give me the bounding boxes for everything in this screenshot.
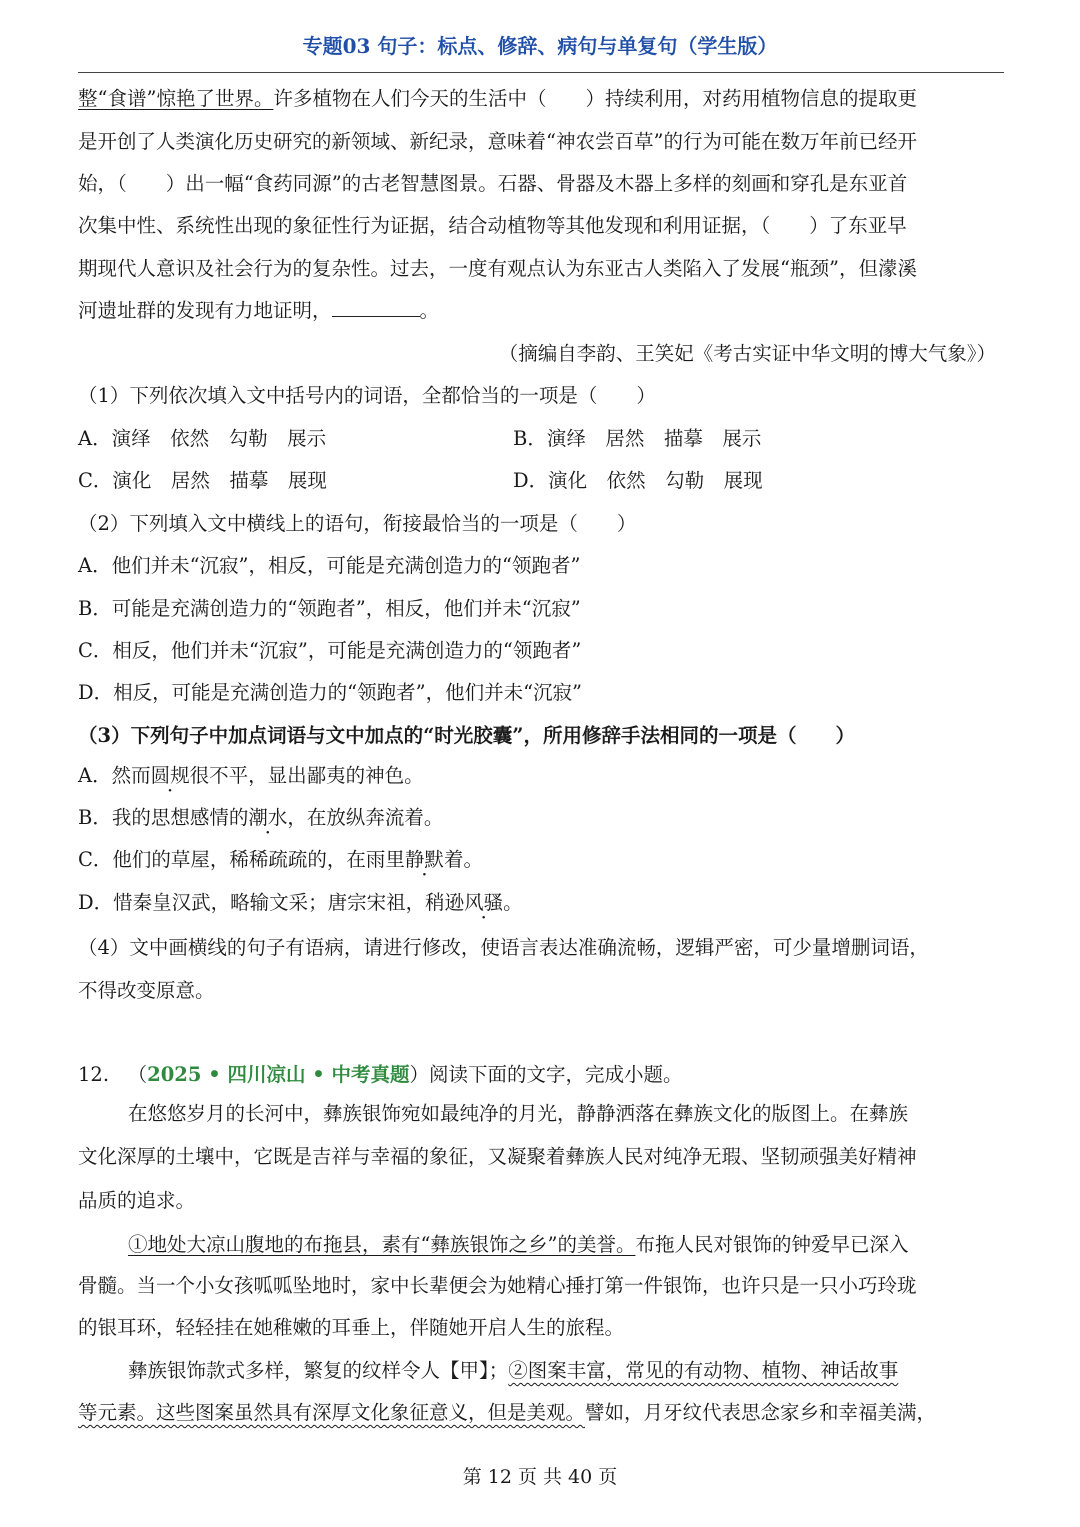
question-number: 12. (78, 1063, 110, 1086)
passage1-line-4: 次集中性、系统性出现的象征性行为证据，结合动植物等其他发现和利用证据，（ ）了东亚早 (78, 214, 907, 237)
q2-option-b: B．可能是充满创造力的“领跑者”，相反，他们并未“沉寂” (78, 597, 581, 620)
passage1-line-2: 是开创了人类演化历史研究的新领域、新纪录，意味着“神农尝百草”的行为可能在数万年前已经开 (78, 130, 917, 153)
q12-p2-line-2: 骨髓。当一个小女孩呱呱坠地时，家中长辈便会为她精心捶打第一件银饰，也许只是一只小巧玲珑 (78, 1274, 917, 1297)
q2-stem: （2）下列填入文中横线上的语句，衔接最恰当的一项是（ ） (78, 512, 637, 535)
q12-p2-line-1: ①地处大凉山腹地的布拖县，素有“彝族银饰之乡”的美誉。布拖人民对银饰的钟爱早已深入 (128, 1233, 909, 1256)
passage1-line-5: 期现代人意识及社会行为的复杂性。过去，一度有观点认为东亚古人类陷入了发展“瓶颈”，但濛溪 (78, 257, 917, 280)
q3-option-d: D．惜秦皇汉武，略输文采；唐宗宋祖，稍逊风骚。 (78, 891, 523, 914)
q12-p1-line-2: 文化深厚的土壤中，它既是吉祥与幸福的象征，又凝聚着彝族人民对纯净无瑕、坚韧顽强美好精神 (78, 1145, 917, 1168)
passage1-line-1: 整“食谱”惊艳了世界。许多植物在人们今天的生活中（ ）持续利用，对药用植物信息的提取更 (78, 87, 917, 110)
q12-p1-line-1: 在悠悠岁月的长河中，彝族银饰宛如最纯净的月光，静静洒落在彝族文化的版图上。在彝族 (128, 1102, 909, 1125)
q1-option-b: B．演绎 居然 描摹 展示 (513, 427, 762, 450)
q1-option-c: C．演化 居然 描摹 展现 (78, 469, 327, 492)
q12-p2-line-3: 的银耳环，轻轻挂在她稚嫩的耳垂上，伴随她开启人生的旅程。 (78, 1316, 625, 1339)
q2-option-c: C．相反，他们并未“沉寂”，可能是充满创造力的“领跑者” (78, 639, 582, 662)
q1-stem: （1）下列依次填入文中括号内的词语，全都恰当的一项是（ ） (78, 384, 656, 407)
dotted-word: 风骚 (464, 891, 504, 914)
passage1-line-3: 始，（ ）出一幅“食药同源”的古老智慧图景。石器、骨器及木器上多样的刻画和穿孔是东亚首 (78, 172, 908, 195)
exam-source-tag: 2025 • 四川凉山 • 中考真题 (147, 1063, 410, 1086)
q12-heading: 12. （2025 • 四川凉山 • 中考真题）阅读下面的文字，完成小题。 (78, 1063, 683, 1086)
underlined-sentence: 整“食谱”惊艳了世界。 (78, 87, 274, 110)
dotted-word: 静默 (404, 848, 444, 871)
page-number: 第 12 页 共 40 页 (462, 1466, 618, 1488)
header-divider (78, 72, 1004, 73)
q4-stem-line-1: （4）文中画横线的句子有语病，请进行修改，使语言表达准确流畅，逻辑严密，可少量增删词语， (78, 936, 929, 959)
q1-option-a: A．演绎 依然 勾勒 展示 (78, 427, 327, 450)
passage1-source: （摘编自李韵、王笑妃《考古实证中华文明的博大气象》） (498, 342, 996, 365)
wavy-underlined-sentence: 等元素。这些图案虽然具有深厚文化象征意义，但是美观。 (78, 1401, 586, 1424)
page-header-title: 专题03 句子：标点、修辞、病句与单复句（学生版） (302, 34, 778, 58)
q3-option-b: B．我的思想感情的潮水，在放纵奔流着。 (78, 806, 444, 829)
fill-in-blank (332, 298, 420, 317)
q12-p1-line-3: 品质的追求。 (78, 1189, 196, 1212)
q3-option-c: C．他们的草屋，稀稀疏疏的，在雨里静默着。 (78, 848, 483, 871)
q3-stem: （3）下列句子中加点词语与文中加点的“时光胶囊”，所用修辞手法相同的一项是（ ） (78, 724, 856, 747)
dotted-word: 潮水 (248, 806, 288, 829)
underlined-sentence: ①地处大凉山腹地的布拖县，素有“彝族银饰之乡”的美誉。 (128, 1233, 636, 1256)
q12-p3-line-2: 等元素。这些图案虽然具有深厚文化象征意义，但是美观。譬如，月牙纹代表思念家乡和幸福美满， (78, 1401, 937, 1424)
dotted-word: 圆规 (150, 764, 190, 787)
q2-option-a: A．他们并未“沉寂”，相反，可能是充满创造力的“领跑者” (78, 554, 581, 577)
passage1-line-6: 河遗址群的发现有力地证明， 。 (78, 299, 440, 322)
q1-option-d: D．演化 依然 勾勒 展现 (513, 469, 763, 492)
q4-stem-line-2: 不得改变原意。 (78, 979, 215, 1002)
wavy-underlined-sentence: ②图案丰富，常见的有动物、植物、神话故事 (508, 1359, 899, 1382)
q3-option-a: A．然而圆规很不平，显出鄙夷的神色。 (78, 764, 424, 787)
q2-option-d: D．相反，可能是充满创造力的“领跑者”，他们并未“沉寂” (78, 681, 583, 704)
q12-p3-line-1: 彝族银饰款式多样，繁复的纹样令人【甲】；②图案丰富，常见的有动物、植物、神话故事 (128, 1359, 899, 1382)
